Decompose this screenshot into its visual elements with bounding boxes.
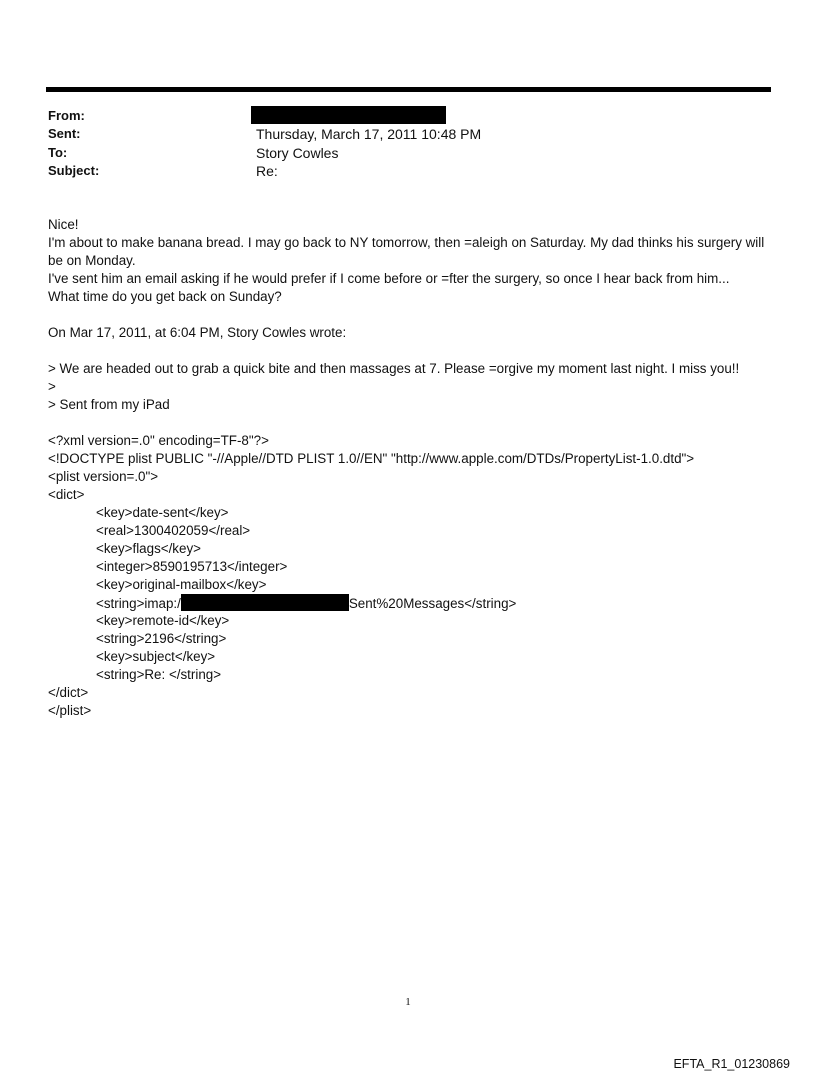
xml-line: <real>1300402059</real> — [96, 523, 251, 538]
xml-fragment: <string>imap:/ — [96, 596, 181, 611]
xml-line: <!DOCTYPE plist PUBLIC "-//Apple//DTD PLIST 1.0//EN" "http://www.apple.com/DTDs/PropertyList-1.0.dtd"> — [48, 451, 695, 466]
xml-line: <key>original-mailbox</key> — [96, 577, 267, 592]
xml-line: <plist version=.0"> — [48, 469, 159, 484]
subject-value: Re: — [256, 163, 278, 179]
xml-line: <key>flags</key> — [96, 541, 201, 556]
xml-line: </dict> — [48, 685, 89, 700]
xml-line: </plist> — [48, 703, 92, 718]
header-rule — [46, 87, 771, 92]
bates-number: EFTA_R1_01230869 — [673, 1057, 790, 1071]
from-label: From: — [48, 108, 85, 123]
xml-fragment: Sent%20Messages</string> — [348, 596, 517, 611]
body-line: What time do you get back on Sunday? — [48, 289, 282, 304]
subject-label: Subject: — [48, 163, 100, 178]
quote-attribution: On Mar 17, 2011, at 6:04 PM, Story Cowles wrote: — [48, 325, 347, 340]
email-body — [48, 216, 768, 720]
quoted-line: > — [48, 379, 56, 394]
redacted-sender — [251, 106, 446, 124]
xml-line: <?xml version=.0" encoding=TF-8"?> — [48, 433, 269, 448]
to-label: To: — [48, 145, 68, 160]
sent-value: Thursday, March 17, 2011 10:48 PM — [256, 126, 482, 142]
page-number: 1 — [405, 996, 411, 1008]
quoted-line: > We are headed out to grab a quick bite and then massages at 7. Please =orgive my moment last night. I miss you!! — [48, 361, 740, 376]
quoted-line: > Sent from my iPad — [48, 397, 170, 412]
xml-line: <dict> — [48, 487, 85, 502]
xml-line: <key>remote-id</key> — [96, 613, 230, 628]
to-value: Story Cowles — [256, 145, 339, 161]
redacted-mailbox — [181, 594, 349, 611]
xml-line-redacted — [48, 594, 768, 612]
xml-line: <string>2196</string> — [96, 631, 227, 646]
xml-line: <string>Re: </string> — [96, 667, 222, 682]
body-line: Nice! — [48, 217, 79, 232]
xml-line: <key>subject</key> — [96, 649, 216, 664]
sent-label: Sent: — [48, 126, 81, 141]
body-line: I've sent him an email asking if he would prefer if I come before or =fter the surgery, so once I hear back from him... — [48, 271, 730, 286]
xml-line: <key>date-sent</key> — [96, 505, 229, 520]
xml-line: <integer>8590195713</integer> — [96, 559, 288, 574]
body-line: I'm about to make banana bread. I may go back to NY tomorrow, then =aleigh on Saturday. My dad thinks his surgery will be on Monday. — [48, 235, 765, 268]
